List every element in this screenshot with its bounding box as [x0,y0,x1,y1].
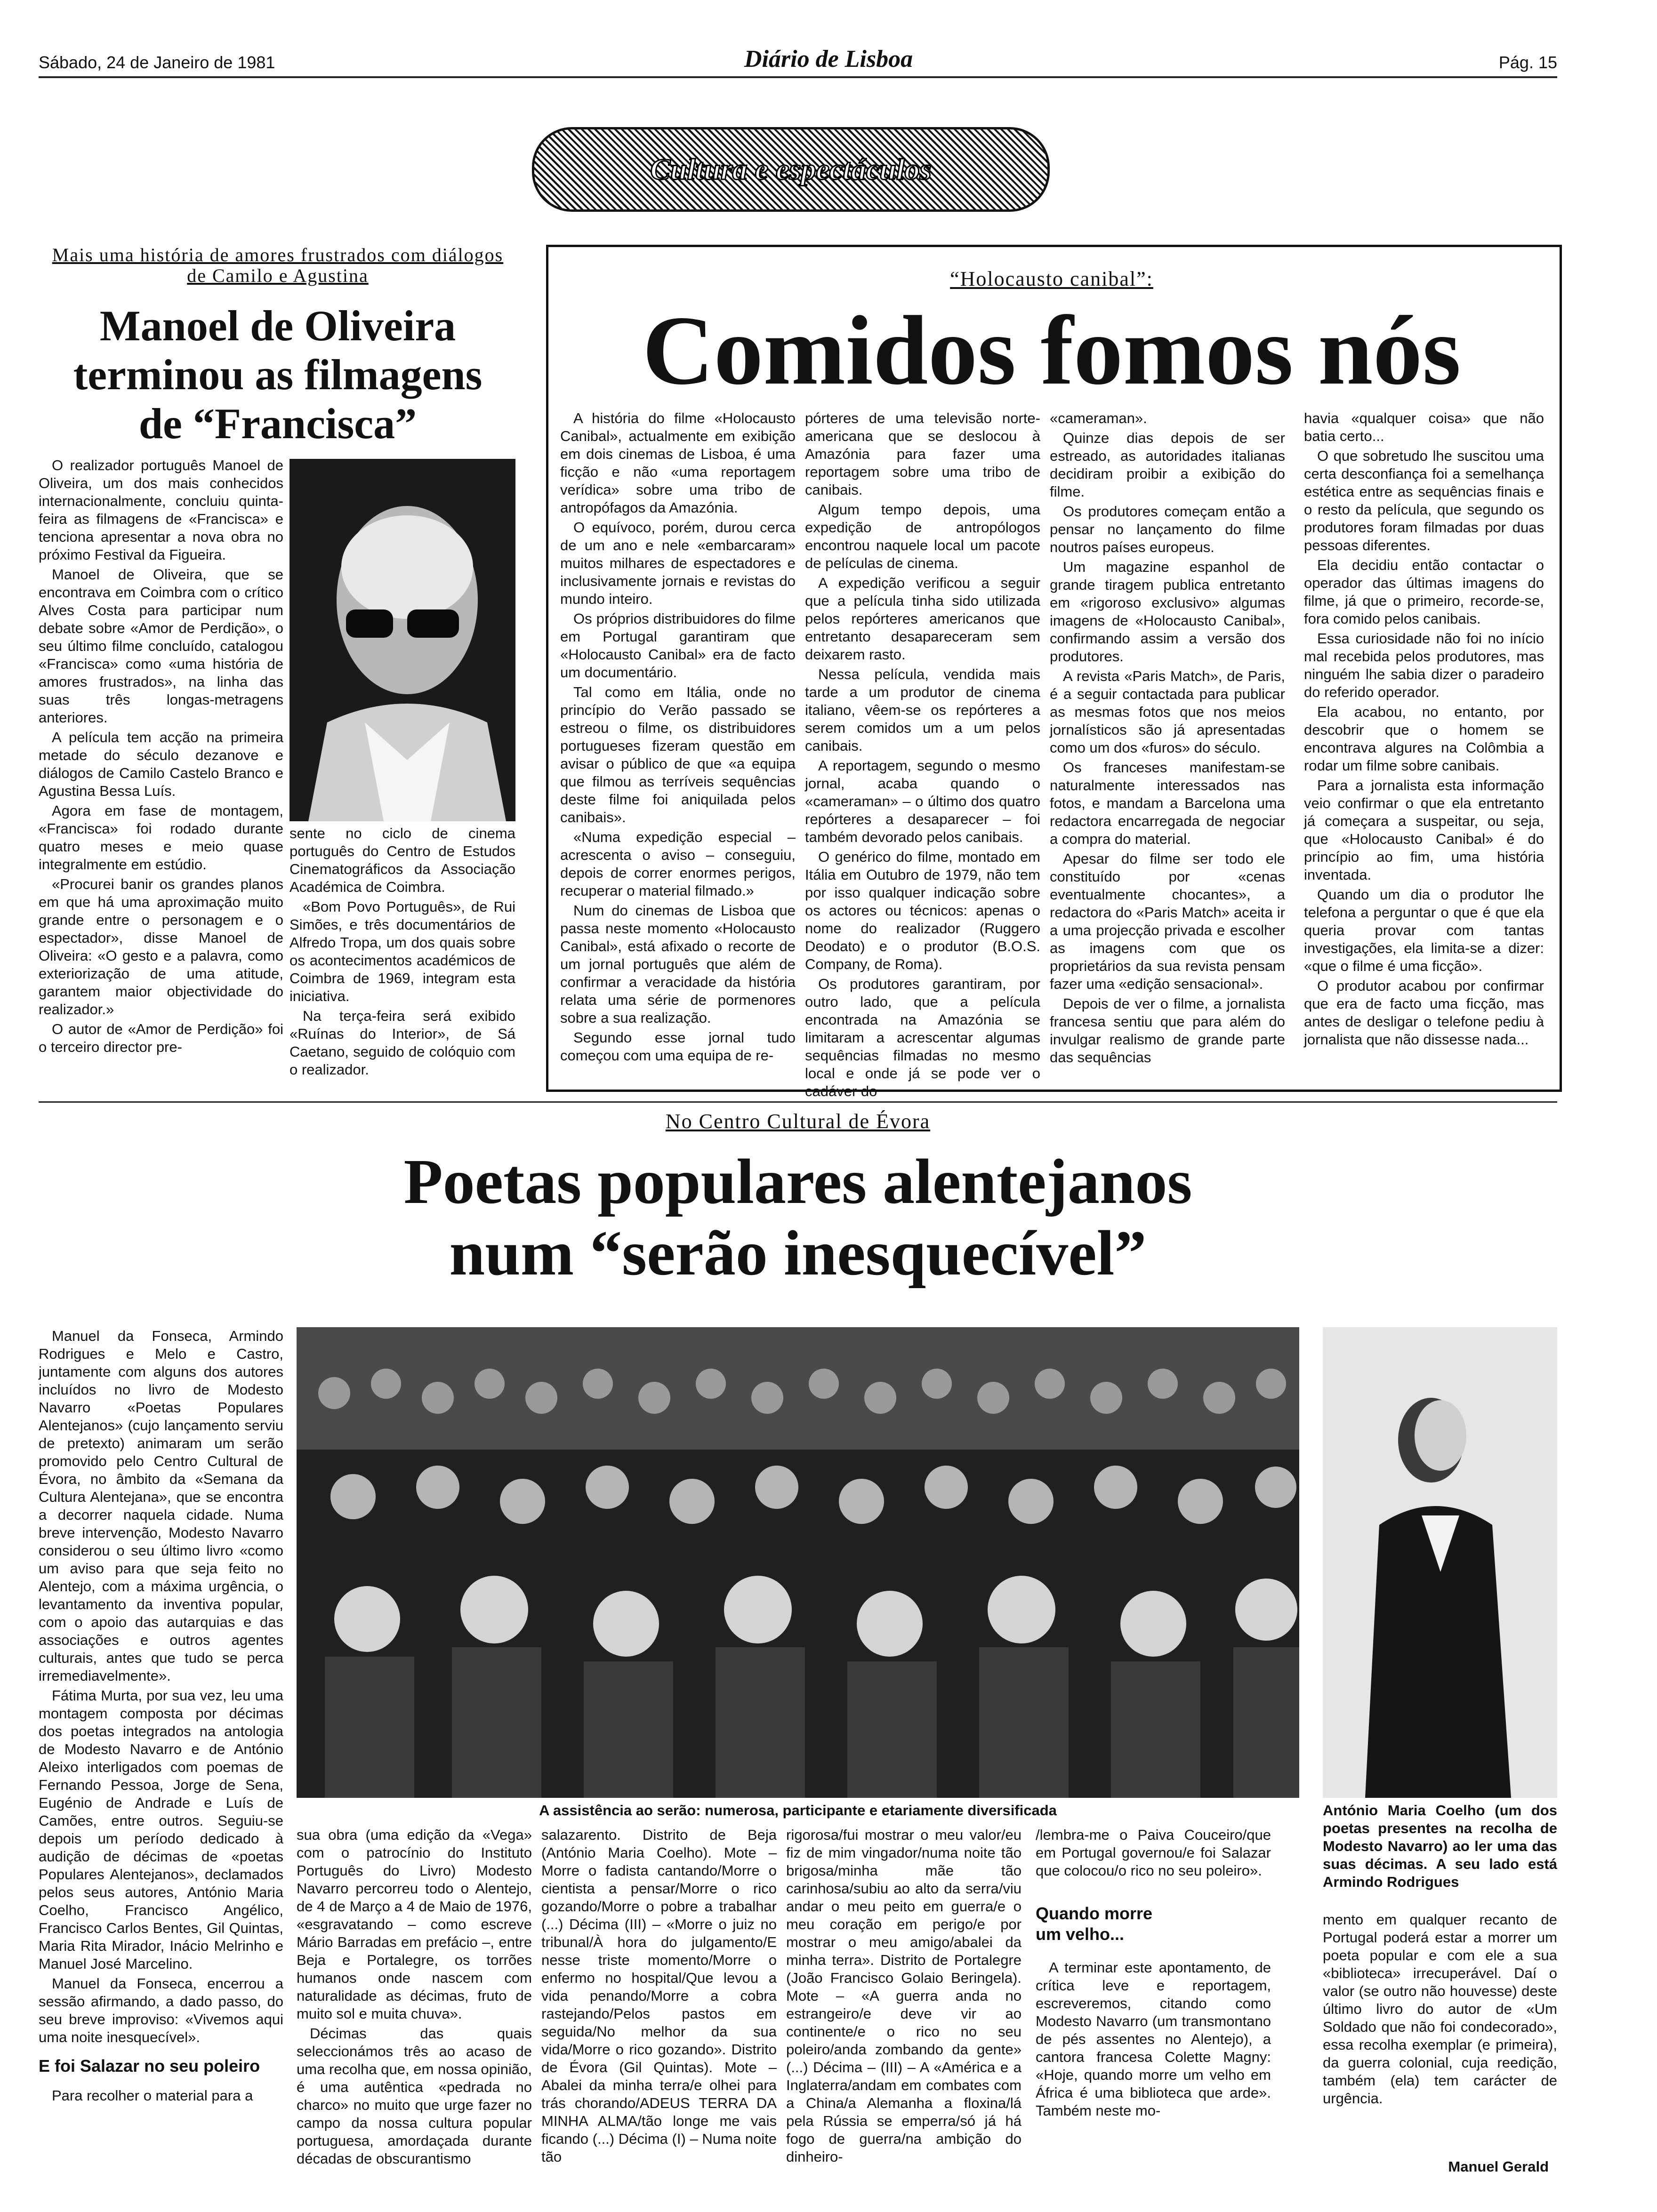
article3-column-b5 [1323,1911,1557,2109]
article1-kicker: Mais uma história de amores frustrados com diálogos de Camilo e Agustina [52,244,504,286]
subheading-quando-morre: Quando morre um velho... [1036,1904,1153,1944]
section-banner [532,127,1050,212]
audience-photo-caption: A assistência ao serão: numerosa, participante e etariamente diversificada [539,1802,1057,1819]
paragraph: Manuel da Fonseca, encerrou a sessão afirmando, a dado passo, do seu breve improviso: «Vivemos aqui uma noite inesquecível». [39,1975,283,2045]
paragraph: /lembra-me o Paiva Couceiro/que em Portugal governou/e foi Salazar que colocou/o rico no seu poleiro». [1036,1827,1271,1879]
oliveira-portrait-photo [290,459,515,821]
article2-headline: Comidos fomos nós [642,296,1461,405]
article1-headline-line1: Manoel de Oliveira [99,302,456,350]
paragraph: A revista «Paris Match», de Paris, é a seguir contactada para publicar as mesmas fotos que nos meios jornalísticos são já apresentadas como um dos «furos» do século. [1050,668,1285,756]
paragraph: Nessa película, vendida mais tarde a um produtor de cinema italiano, vêem-se os repórteres a serem comidos um a um pelos canibais. [805,666,1040,754]
byline: Manuel Gerald [1448,2158,1549,2175]
paragraph: A expedição verificou a seguir que a película tinha sido utilizada pelos repórteres americanos que entretanto desapareceram sem deixarem rasto. [805,575,1040,663]
paragraph: O autor de «Amor de Perdição» foi o terceiro director pre- [39,1021,283,1055]
paragraph: Ela acabou, no entanto, por descobrir que o homem se encontrava algures na Colômbia a rodar um filme sobre canibais. [1304,704,1544,774]
article1-headline-line2: terminou as filmagens [73,351,483,399]
paragraph: Algum tempo depois, uma expedição de antropólogos encontrou naquele local um pacote de películas de cinema. [805,501,1040,571]
speaker-photo [1323,1327,1557,1798]
paragraph: sua obra (uma edição da «Vega» com o patrocínio do Instituto Português do Livro) Modesto Navarro percorreu todo o Alentejo, de 4 de Março a 4 de Maio de 1976, «esgravatando – como escreve Mário Barradas em prefácio –, entre Beja e Portalegre, os torrões humanos onde nascem com naturalidade as décimas, fruto de muito sol e muita chuva». [297,1827,532,2022]
paragraph: «Bom Povo Português», de Rui Simões, e três documentários de Alfredo Tropa, um dos quais sobre os acontecimentos académicos de Coimbra de 1969, integram esta iniciativa. [290,898,515,1004]
paragraph: A película tem acção na primeira metade do século dezanove e diálogos de Camilo Castelo Branco e Agustina Bessa Luís. [39,729,283,799]
article2-column1 [560,409,796,1066]
audience-illustration [297,1327,1299,1798]
paragraph: havia «qualquer coisa» que não batia certo... [1304,410,1544,444]
article3-kicker: No Centro Cultural de Évora [665,1110,931,1133]
paragraph: Quinze dias depois de ser estreado, as autoridades italianas decidiram proibir a exibição do filme. [1050,430,1285,500]
paragraph: pórteres de uma televisão norte-americana que se deslocou à Amazónia para fazer uma reportagem sobre uma tribo de canibais. [805,410,1040,498]
article2-kicker: “Holocausto canibal”: [950,267,1153,290]
article1-headline [33,301,523,448]
paragraph: Os produtores garantiram, por outro lado, que a película encontrada na Amazónia se limitaram a acrescentar algumas sequências filmadas no mesmo local e onde já se pode ver o cadáver do [805,976,1040,1099]
subheading-salazar: E foi Salazar no seu poleiro [39,2056,260,2076]
article3-left-column [39,1327,283,2107]
paragraph: Fátima Murta, por sua vez, leu uma montagem composta por décimas dos poetas integrados na antologia de Modesto Navarro e de António Aleixo interligados com poemas de Fernando Pessoa, Jorge de Sena, Eugénio de Andrade e Luís de Camões, entre outros. Seguiu-se depois um período dedicado à audição de décimas de «poetas Populares Alentejanos», declamados pelos seus autores, António Maria Coelho, Francisco Angélico, Francisco Carlos Bentes, Gil Quintas, Maria Rita Mirador, Inácio Melrinho e Manuel José Marcelino. [39,1687,283,1972]
paragraph: A reportagem, segundo o mesmo jornal, acaba quando o «cameraman» – o último dos quatro repórteres a desaparecer – foi também devorado pelos canibais. [805,757,1040,845]
article2-column2 [805,409,1040,1102]
paragraph: Para recolher o material para a [52,2087,253,2104]
paragraph: O que sobretudo lhe suscitou uma certa desconfiança foi a semelhança estética entre as sequências finais e o resto da película, que segundo os produtores foram filmadas por duas pessoas diferentes. [1304,448,1544,553]
paragraph: «Procurei banir os grandes planos em que há uma aproximação muito grande entre o personagem e o espectador», disse Manoel de Oliveira: «O gesto e a palavra, como exteriorização de uma atitude, garantem maior objectividade do realizador.» [39,876,283,1018]
paragraph: Ela decidiu então contactar o operador das últimas imagens do filme, já que o primeiro, recorde-se, fora comido pelos canibais. [1304,557,1544,627]
paragraph: Para a jornalista esta informação veio confirmar o que ela entretanto já começara a suspeitar, ou seja, que «Holocausto Canibal» é do princípio ao fim, uma história inventada. [1304,777,1544,883]
paragraph: mento em qualquer recanto de Portugal poderá estar a morrer um poeta popular e com ele a sua «biblioteca» irrecuperável. Daí o valor (se outro não houvesse) deste último livro do autor de «Um Soldado que não foi condecorado», essa recolha exemplar (e primeira), da guerra colonial, cuja reedição, também (ela) tem carácter de urgência. [1323,1911,1557,2107]
paragraph: Depois de ver o filme, a jornalista francesa sentiu que para além do invulgar realismo de grande parte das sequências [1050,995,1285,1066]
article2-column4 [1304,409,1544,1050]
article3-headline-line1: Poetas populares alentejanos [403,1146,1192,1217]
article3-headline-line2: num “serão inesquecível” [449,1218,1147,1289]
page-number: Pág. 15 [1498,53,1557,72]
paragraph: Num do cinemas de Lisboa que passa neste momento «Holocausto Canibal», está afixado o recorte de um jornal português que além de confirmar a veracidade da história relata uma série de pormenores sobre a sua realização. [560,902,796,1026]
issue-date: Sábado, 24 de Janeiro de 1981 [39,53,275,72]
paragraph: Manuel da Fonseca, Armindo Rodrigues e Melo e Castro, juntamente com alguns dos autores incluídos no livro de Modesto Navarro «Poetas Populares Alentejanos» (cujo lançamento serviu de pretexto) animaram um serão promovido pelo Centro Cultural de Évora, no âmbito da «Semana da Cultura Alentejana», que se encontra a decorrer naquela cidade. Numa breve intervenção, Modesto Navarro considerou o seu último livro «como um aviso para que seja feito no Alentejo, com a máxima urgência, o levantamento da inventiva popular, com o apoio das autarquias e das associações e outros agentes culturais, antes que tudo se perca irremediavelmente». [39,1328,283,1684]
paragraph: Um magazine espanhol de grande tiragem publica entretanto em «rigoroso exclusivo» algumas imagens de «Holocausto Canibal», confirmando assim a versão dos produtores. [1050,559,1285,665]
paragraph: Segundo esse jornal tudo começou com uma equipa de re- [560,1029,796,1064]
paragraph: Na terça-feira será exibido «Ruínas do Interior», de Sá Caetano, seguido de colóquio com o realizador. [290,1008,515,1078]
header-rule [39,76,1557,78]
paragraph: Manoel de Oliveira, que se encontrava em Coimbra com o crítico Alves Costa para participar num debate sobre «Amor de Perdição», o seu último filme concluído, catalogou «Francisca» como «uma história de amores frustrados», na linha das suas três longas-metragens anteriores. [39,566,283,726]
paragraph: Os produtores começam então a pensar no lançamento do filme noutros países europeus. [1050,503,1285,555]
article3-top-rule [39,1101,1557,1103]
paragraph: O realizador português Manoel de Oliveira, um dos mais conhecidos internacionalmente, concluiu quinta-feira as filmagens de «Francisca» e tenciona apresentar a nova obra no próximo Festival da Figueira. [39,457,283,563]
paragraph: Quando um dia o produtor lhe telefona a perguntar o que é que ela queria provar com tantas investigações, ela limita-se a dizer: «que o filme é uma ficção». [1304,886,1544,974]
paragraph: Tal como em Itália, onde no princípio do Verão passado se estreou o filme, os distribuidores portugueses fizeram questão em avisar o público de que «a equipa que filmou as terríveis sequências deste filme foi aniquilada pelos canibais». [560,684,796,825]
article3-column-b2 [541,1826,777,2168]
paragraph: rigorosa/fui mostrar o meu valor/eu fiz de mim vingador/numa noite tão brigosa/minha mãe tão carinhosa/subiu ao alto da serra/viu andar o meu peito em guerra/e o meu coração em perigo/e por mostrar o meu amigo/abalei da minha terra». Distrito de Portalegre (João Francisco Golaio Beringela). Mote – «A guerra anda no estrangeiro/e deve vir ao continente/e o rico no seu poleiro/anda zombando da gente» (...) Décima – (III) – A «América e a Inglaterra/andam em combates com a China/a Alemanha a floxina/lá pela Rússia se emperra/só já há fogo de guerra/na ambição do dinheiro- [786,1827,1022,2165]
section-banner-text: Cultura e espectáculos [650,152,932,186]
portrait-illustration [290,459,515,821]
article3-column-b1 [297,1826,532,2170]
article3-column-b3 [786,1826,1022,2168]
speaker-photo-caption: António Maria Coelho (um dos poetas presentes na recolha de Modesto Navarro) ao ler uma das suas décimas. A seu lado está Armindo Rodrigues [1323,1802,1557,1890]
audience-photo [297,1327,1299,1798]
paragraph: Agora em fase de montagem, «Francisca» foi rodado durante quatro meses e meio quase integralmente em estúdio. [39,802,283,873]
paragraph: Décimas das quais seleccionámos três ao acaso de uma recolha que, em nossa opinião, é uma autêntica «pedrada no charco» no muito que urge fazer no campo da nossa cultura popular portuguesa, amordaçada durante décadas de obscurantismo [297,2025,532,2167]
paragraph: O equívoco, porém, durou cerca de um ano e nele «embarcaram» muitos milhares de espectadores e inclusivamente jornais e revistas do mundo inteiro. [560,519,796,607]
article3-headline [39,1146,1557,1289]
paragraph: Os franceses manifestam-se naturalmente interessados nas fotos, e mandam a Barcelona uma redactora encarregada de negociar a compra do material. [1050,759,1285,847]
speaker-illustration [1323,1327,1557,1798]
article2-column3 [1050,409,1285,1068]
paragraph: sente no ciclo de cinema português do Centro de Estudos Cinematográficos da Associação Académica de Coimbra. [290,825,515,895]
article1-headline-line3: de “Francisca” [138,400,417,448]
article1-column2 [290,825,515,1081]
paragraph: «cameraman». [1050,410,1147,426]
paragraph: Os próprios distribuidores do filme em Portugal garantiram que «Holocausto Canibal» era de facto um documentário. [560,610,796,681]
paragraph: O produtor acabou por confirmar que era de facto uma ficção, mas antes de desligar o telefone pediu à jornalista que não dissesse nada... [1304,978,1544,1048]
paragraph: O genérico do filme, montado em Itália em Outubro de 1979, não tem por isso qualquer indicação sobre os actores ou técnicos: apenas o nome do realizador (Ruggero Deodato) e o produtor (B.O.S. Company, de Roma). [805,849,1040,972]
article3-column-b4 [1036,1826,1271,2122]
masthead-logo: Diário de Lisboa [744,46,913,72]
paragraph: «Numa expedição especial – acrescenta o aviso – conseguiu, depois de correr enormes perigos, recuperar o material filmado.» [560,829,796,899]
paragraph: A terminar este apontamento, de crítica leve e reportagem, escreveremos, citando como Modesto Navarro (um transmontano de pés assentes no Alentejo), a cantora francesa Colette Magny: «Hoje, quando morre um velho em África é uma biblioteca que arde». Também neste mo- [1036,1959,1271,2119]
article1-column1 [39,457,283,1058]
paragraph: Apesar do filme ser todo ele constituído por «cenas eventualmente chocantes», a redactora do «Paris Match» aceita ir a uma projecção privada e escolher as imagens com que os proprietários da sua revista pensam fazer uma «edição sensacional». [1050,850,1285,992]
paragraph: salazarento. Distrito de Beja (António Maria Coelho). Mote – Morre o fadista cantando/Morre o cientista a pensar/Morre o rico gozando/Morre o pobre a trabalhar (...) Décima (III) – «Morre o juiz no tribunal/À hora do julgamento/E nesse triste momento/Morre o enfermo no hospital/Que levou a vida penando/Morre a cobra rastejando/Pelos pastos em seguida/No melhor da sua vida/Morre o rico gozando». Distrito de Évora (Gil Quintas). Mote – Abalei da minha terra/e olhei para trás chorando/ADEUS TERRA DA MINHA ALMA/tão longe me vais ficando (...) Décima (I) – Numa noite tão [541,1827,777,2165]
paragraph: Essa curiosidade não foi no início mal recebida pelos produtores, mas ninguém lhe sabia dizer o paradeiro do referido operador. [1304,630,1544,700]
paragraph: A história do filme «Holocausto Canibal», actualmente em exibição em dois cinemas de Lisboa, é uma ficção e não «uma reportagem verídica» sobre uma tribo de antropófagos da Amazónia. [560,410,796,516]
